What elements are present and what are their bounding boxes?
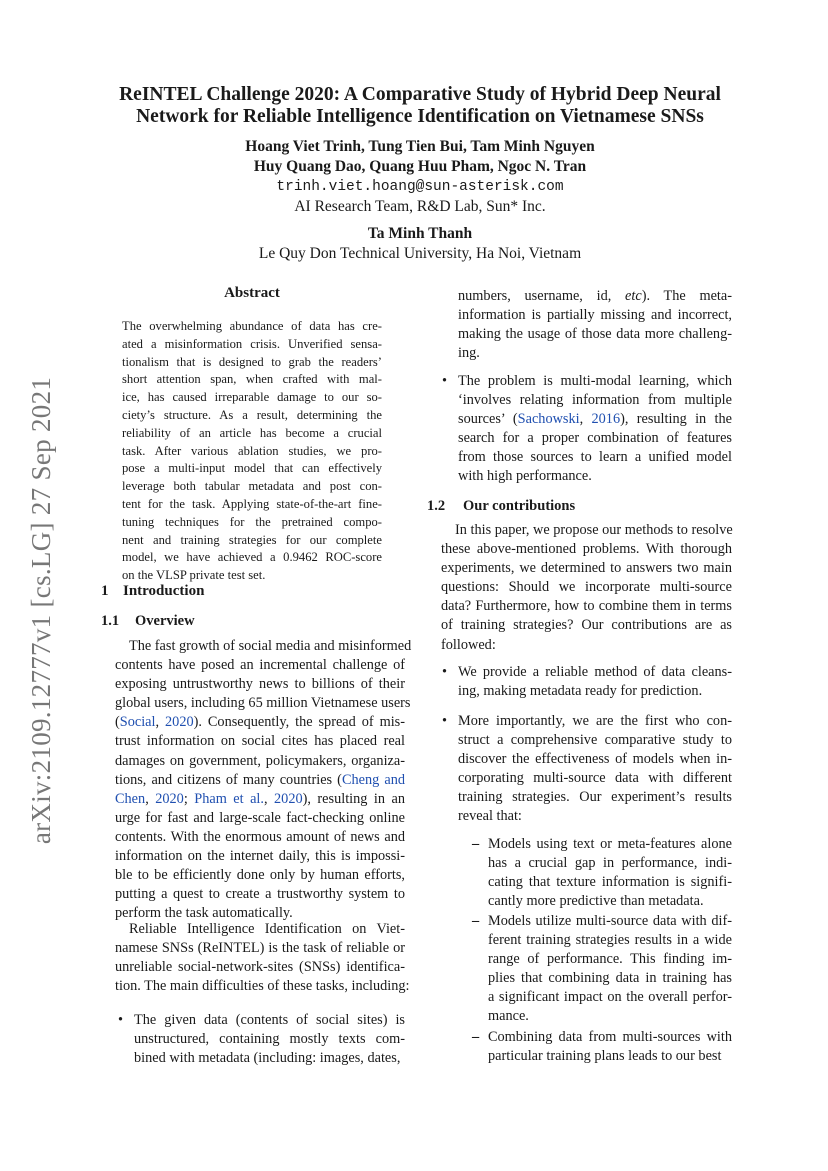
abstract-line: pose a multi-input model that can effectively (122, 461, 382, 476)
second-author: Ta Minh Thanh (367, 225, 473, 242)
difficulty-bullet-1 (118, 1011, 405, 1068)
dash-line: range of performance. This finding im- (488, 951, 732, 968)
subsection-title: Overview (135, 613, 195, 629)
bullet-mark: • (442, 373, 448, 389)
contributions-paragraph (427, 521, 732, 655)
arxiv-identifier-stamp (22, 370, 62, 850)
paragraph-line: contents. With the enormous amount of news and (115, 828, 405, 845)
intro-paragraph-2 (101, 920, 410, 996)
bullet-line: numbers, username, id, etc). The meta- (458, 288, 732, 304)
dash-mark: – (472, 1029, 480, 1045)
dash-line: cantly more predictive than metadata. (488, 893, 704, 910)
paragraph-line: experiments, we determined to answers two main (441, 560, 732, 577)
difficulty-bullet-1-continued (458, 287, 732, 363)
abstract-line: ciety’s structure. As a result, determining the (122, 407, 382, 422)
author-list (90, 137, 750, 177)
contribution-bullet-1 (442, 663, 732, 701)
finding-item-2 (472, 912, 732, 1027)
difficulty-bullet-2 (442, 372, 732, 487)
bullet-line: with high performance. (458, 468, 592, 485)
paragraph-line: The fast growth of social media and misinformed (129, 638, 412, 654)
paragraph-line: contents have posed an incremental challenge of (115, 657, 405, 674)
paragraph-line: exposing untrustworthy news to billions of their (115, 676, 405, 693)
paragraph-line: putting a quest to create a trustworthy system to (115, 886, 405, 903)
paragraph-line: data? Furthermore, how to combine them in terms (441, 598, 732, 615)
paragraph-line: Reliable Intelligence Identification on Viet- (129, 921, 405, 937)
arxiv-stamp-text: arXiv:2109.12777v1 [cs.LG] 27 Sep 2021 (26, 376, 57, 844)
paragraph-line: questions: Should we incorporate multi-source (441, 579, 732, 596)
dash-line: mance. (488, 1008, 529, 1025)
dash-line: Models using text or meta-features alone (488, 836, 732, 852)
paragraph-line: damages on government, policymakers, organiza- (115, 752, 405, 769)
abstract-line: task. After various ablation studies, we pro- (122, 443, 382, 458)
author-affiliation: AI Research Team, R&D Lab, Sun* Inc. (294, 198, 546, 215)
abstract-heading: Abstract (224, 285, 280, 301)
paragraph-line: trust information on social cites has placed real (115, 733, 405, 750)
paragraph-line: urge for fast and large-scale fact-checking online (115, 809, 405, 826)
paragraph-line: In this paper, we propose our methods to resolve (455, 522, 733, 538)
dash-line: Models utilize multi-source data with dif- (488, 913, 732, 929)
bullet-line: making the usage of those data more challeng- (458, 326, 732, 343)
dash-line: cating that texture information is signifi- (488, 874, 732, 891)
dash-line: ferent training strategies results in a wide (488, 932, 732, 949)
dash-line: particular training plans leads to our best (488, 1048, 722, 1065)
abstract-line: ated a misinformation crisis. Unverified sensa- (122, 336, 382, 351)
abstract-line: tionalism that is designed to grab the readers’ (122, 354, 382, 369)
dash-mark: – (472, 913, 480, 929)
bullet-line: ‘involves relating information from multiple (458, 392, 732, 409)
second-affiliation: Le Quy Don Technical University, Ha Noi, Vietnam (258, 245, 582, 262)
bullet-line: struct a comprehensive comparative study to (458, 732, 732, 749)
section-number: 1 (101, 583, 109, 599)
dash-line: plies that combining data in training has (488, 970, 732, 987)
bullet-line: The problem is multi-modal learning, which (458, 373, 732, 389)
section-heading-introduction (101, 581, 204, 601)
bullet-line: reveal that: (458, 808, 522, 825)
bullet-line: information is partially missing and incorrect, (458, 307, 732, 324)
finding-item-3 (472, 1028, 732, 1066)
subsection-title: Our contributions (463, 498, 576, 514)
bullet-mark: • (442, 713, 448, 729)
paragraph-line: global users, including 65 million Vietnamese users (115, 695, 411, 712)
dash-line: a significant impact on the overall perfor- (488, 989, 732, 1006)
bullet-line: bined with metadata (including: images, dates, (134, 1050, 401, 1067)
paragraph-line: information on the internet daily, this is impossi- (115, 848, 405, 865)
abstract-line: ice, has caused irreparable damage to our so- (122, 390, 382, 405)
bullet-line: ing. (458, 345, 480, 362)
paragraph-line: ble to be efficiently done only by human efforts, (115, 867, 405, 884)
intro-paragraph-1 (101, 637, 412, 923)
abstract-line: nent and training strategies for our complete (122, 532, 382, 547)
bullet-line: We provide a reliable method of data cleans- (458, 664, 732, 680)
bullet-mark: • (118, 1012, 124, 1028)
authors-line-1: Hoang Viet Trinh, Tung Tien Bui, Tam Minh Nguyen (245, 138, 595, 155)
abstract-line: tuning techniques for the pretrained compo- (122, 514, 382, 529)
abstract-line: short attention span, when crafted with mal- (122, 372, 382, 387)
bullet-line: discover the effectiveness of models when in- (458, 751, 732, 768)
bullet-mark: • (442, 664, 448, 680)
author-email: trinh.viet.hoang@sun-asterisk.com (276, 179, 564, 195)
abstract-line: reliability of an article has become a crucial (122, 425, 382, 440)
paragraph-line: Chen, 2020; Pham et al., 2020), resulting in an (115, 790, 405, 807)
paragraph-line: tion. The main difficulties of these tasks, including: (115, 978, 410, 995)
bullet-line: training strategies. Our experiment’s results (458, 789, 732, 806)
paragraph-line: these above-mentioned problems. With thorough (441, 541, 732, 558)
paragraph-line: unreliable social-network-sites (SNSs) identifica- (115, 959, 405, 976)
abstract-line: leverage both tabular metadata and post con- (122, 479, 382, 494)
bullet-line: sources’ (Sachowski, 2016), resulting in the (458, 411, 732, 428)
subsection-heading-overview (101, 611, 195, 631)
paragraph-line: of training strategies? Our contributions are as (441, 617, 732, 634)
title-line-1: ReINTEL Challenge 2020: A Comparative Study of Hybrid Deep Neural (119, 84, 721, 105)
subsection-number: 1.2 (427, 498, 446, 514)
subsection-heading-contributions (427, 496, 575, 516)
abstract-line: The overwhelming abundance of data has cre- (122, 319, 382, 333)
authors-line-2: Huy Quang Dao, Quang Huu Pham, Ngoc N. Tran (253, 158, 587, 175)
paragraph-line: namese SNSs (ReINTEL) is the task of reliable or (115, 940, 405, 957)
bullet-line: ing, making metadata ready for prediction. (458, 683, 703, 700)
contribution-bullet-2 (442, 712, 732, 827)
abstract-line: tent for the task. Applying state-of-the-art fine- (122, 496, 382, 511)
abstract-body (122, 318, 382, 585)
dash-line: Combining data from multi-sources with (488, 1029, 732, 1045)
paper-title (90, 84, 750, 128)
bullet-line: unstructured, containing mostly texts com- (134, 1031, 405, 1048)
paragraph-line: perform the task automatically. (115, 905, 293, 922)
section-title: Introduction (123, 583, 205, 599)
subsection-number: 1.1 (101, 613, 120, 629)
bullet-line: corporating multi-source data with different (458, 770, 732, 787)
bullet-line: from those sources to learn a unified model (458, 449, 732, 466)
abstract-line: on the VLSP private test set. (122, 568, 266, 583)
paragraph-line: tions, and citizens of many countries (Cheng and (115, 771, 405, 788)
bullet-line: More importantly, we are the first who con- (458, 713, 732, 729)
finding-item-1 (472, 835, 732, 911)
paragraph-line: (Social, 2020). Consequently, the spread of mis- (115, 714, 405, 731)
bullet-line: search for a proper combination of features (458, 430, 732, 447)
dash-mark: – (472, 836, 480, 852)
paragraph-line: followed: (441, 636, 496, 653)
abstract-line: model, we have achieved a 0.9462 ROC-score (122, 550, 382, 565)
dash-line: has a crucial gap in performance, indi- (488, 855, 732, 872)
title-line-2: Network for Reliable Intelligence Identification on Vietnamese SNSs (136, 106, 704, 127)
bullet-line: The given data (contents of social sites) is (134, 1012, 405, 1028)
